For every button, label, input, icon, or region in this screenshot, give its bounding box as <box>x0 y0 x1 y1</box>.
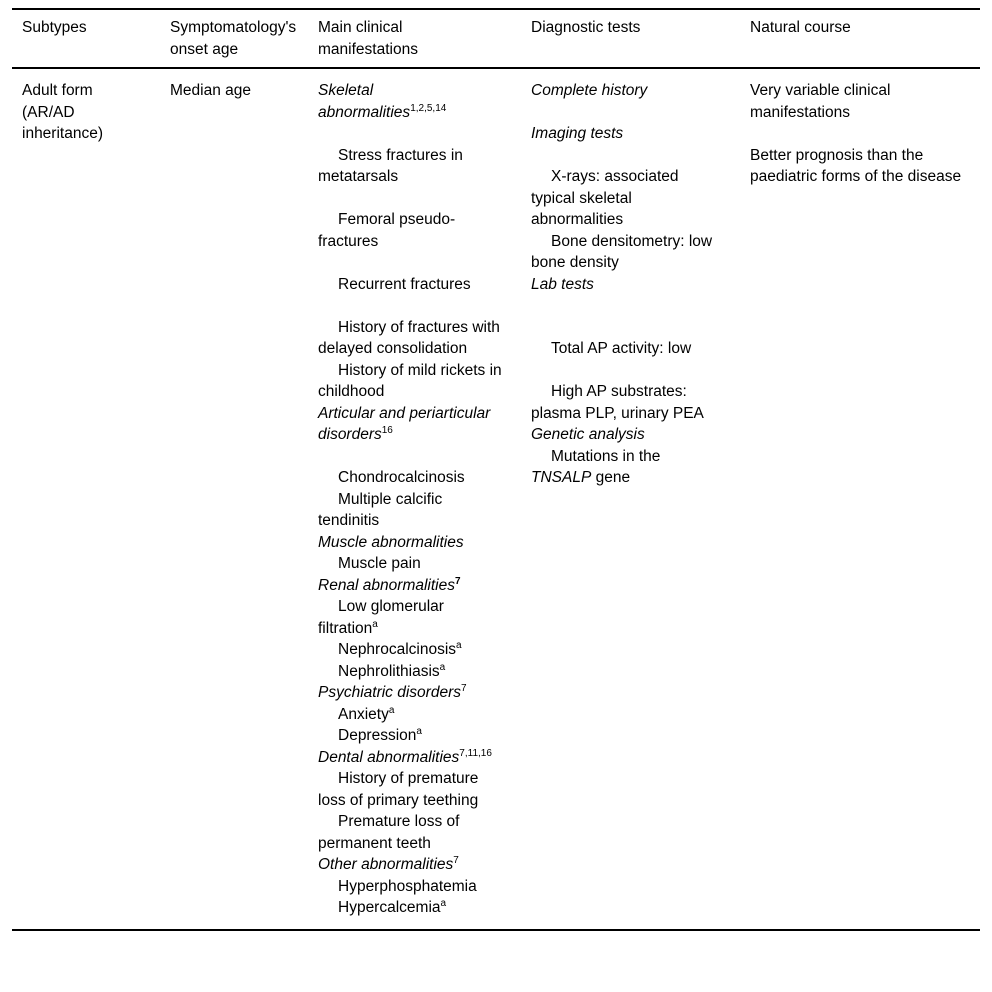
text-run: Recurrent fractures <box>338 275 471 293</box>
text-run: Depression <box>338 727 417 744</box>
text-run: Stress fractures in metatarsals <box>318 146 463 185</box>
text-run: Chondrocalcinosis <box>338 469 465 486</box>
text-run: Very variable clinical manifestations <box>750 82 891 121</box>
text-run: Total AP activity: low <box>551 340 692 357</box>
text-run: History of premature loss of primary teething <box>318 770 479 809</box>
text-run: Hyperphosphatemia <box>338 877 477 895</box>
column-header-natural-course: Natural course <box>740 9 980 68</box>
text-run: Better prognosis than the paediatric forms of the disease <box>750 146 962 185</box>
text-run: Bone densitometry: low bone density <box>531 232 713 271</box>
text-block <box>531 231 722 274</box>
text-block <box>531 446 722 489</box>
text-block <box>750 145 962 188</box>
column-header-subtypes: Subtypes <box>12 9 160 68</box>
text-block <box>318 553 503 575</box>
text-run: Dental abnormalities <box>318 748 460 766</box>
text-block <box>750 80 962 123</box>
text-run: Muscle pain <box>338 555 421 572</box>
text-block <box>318 403 503 446</box>
text-block <box>318 811 503 854</box>
text-block <box>318 725 503 747</box>
superscript-reference: 7 <box>453 854 459 866</box>
text-block <box>170 80 290 102</box>
text-block <box>318 532 503 554</box>
superscript-reference: 7 <box>455 575 461 587</box>
superscript-reference: 1,2,5,14 <box>410 102 447 114</box>
adult-form-row <box>12 68 980 930</box>
text-run: Renal abnormalities <box>318 576 455 594</box>
text-block <box>531 80 722 102</box>
text-block <box>318 80 503 123</box>
text-run: Low glomerular filtration <box>318 598 444 637</box>
text-run: Nephrocalcinosis <box>338 641 457 658</box>
text-block <box>318 274 503 296</box>
text-block <box>531 274 722 296</box>
cell-manifestations <box>308 68 521 930</box>
text-run: Femoral pseudo-fractures <box>318 211 456 250</box>
text-run: Hypercalcemia <box>338 899 441 916</box>
superscript-reference: a <box>388 704 395 716</box>
text-block <box>531 424 722 446</box>
column-header-manifestations: Main clinical manifestations <box>308 9 521 68</box>
text-block <box>318 768 503 811</box>
text-block <box>318 596 503 639</box>
text-block <box>531 123 722 145</box>
text-block <box>318 682 503 704</box>
text-run: Imaging tests <box>531 125 624 142</box>
text-block <box>318 747 503 769</box>
text-run: Anxiety <box>338 705 389 723</box>
cell-subtypes <box>12 68 160 930</box>
text-block <box>318 639 503 661</box>
header-row <box>12 9 980 68</box>
superscript-reference: a <box>456 639 462 651</box>
text-block <box>318 317 503 360</box>
superscript-reference: a <box>440 897 447 909</box>
superscript-reference: a <box>439 661 446 673</box>
text-block <box>318 876 503 898</box>
text-run: Other abnormalities <box>318 856 454 873</box>
column-header-diagnostic-tests: Diagnostic tests <box>521 9 740 68</box>
text-run: Genetic analysis <box>531 426 645 443</box>
text-block <box>318 897 503 919</box>
text-block <box>318 704 503 726</box>
text-run: Nephrolithiasis <box>338 662 440 680</box>
text-block <box>318 854 503 876</box>
text-block <box>531 381 722 424</box>
text-run: History of fractures with delayed consolidation <box>318 318 500 357</box>
text-run: Adult form (AR/AD inheritance) <box>22 82 103 142</box>
text-block <box>318 575 503 597</box>
subtypes-table <box>12 8 980 931</box>
text-run: Mutations in the <box>551 447 661 465</box>
text-run: Psychiatric disorders <box>318 684 461 701</box>
cell-natural-course <box>740 68 980 930</box>
text-run: Complete history <box>531 82 648 99</box>
text-run: Premature loss of permanent teeth <box>318 813 460 852</box>
text-run: gene <box>591 469 631 486</box>
text-block <box>318 661 503 683</box>
superscript-reference: a <box>372 618 378 630</box>
superscript-reference: 16 <box>381 424 393 436</box>
text-run: Articular and periarticular disorders <box>318 404 491 443</box>
text-block <box>22 80 142 145</box>
superscript-reference: 7 <box>461 682 467 694</box>
superscript-reference: a <box>416 725 422 737</box>
text-block <box>531 338 722 360</box>
text-run: Median age <box>170 82 252 99</box>
cell-onset-age <box>160 68 308 930</box>
text-run: Muscle abnormalities <box>318 533 464 551</box>
text-block <box>318 209 503 252</box>
superscript-reference: 7,11,16 <box>459 747 492 759</box>
text-run: Multiple calcific tendinitis <box>318 490 443 529</box>
text-block <box>318 467 503 489</box>
text-block <box>318 360 503 403</box>
text-run: TNSALP <box>531 469 592 486</box>
text-run: Lab tests <box>531 275 594 293</box>
text-block <box>318 145 503 188</box>
text-block <box>531 166 722 231</box>
text-run: Skeletal abnormalities <box>318 82 411 121</box>
cell-diagnostic-tests <box>521 68 740 930</box>
column-header-onset-age: Symptomatology's onset age <box>160 9 308 68</box>
text-run: X-rays: associated typical skeletal abnormalities <box>531 168 679 228</box>
text-block <box>318 489 503 532</box>
text-run: High AP substrates: plasma PLP, urinary PEA <box>531 383 704 422</box>
text-run: History of mild rickets in childhood <box>318 361 502 400</box>
